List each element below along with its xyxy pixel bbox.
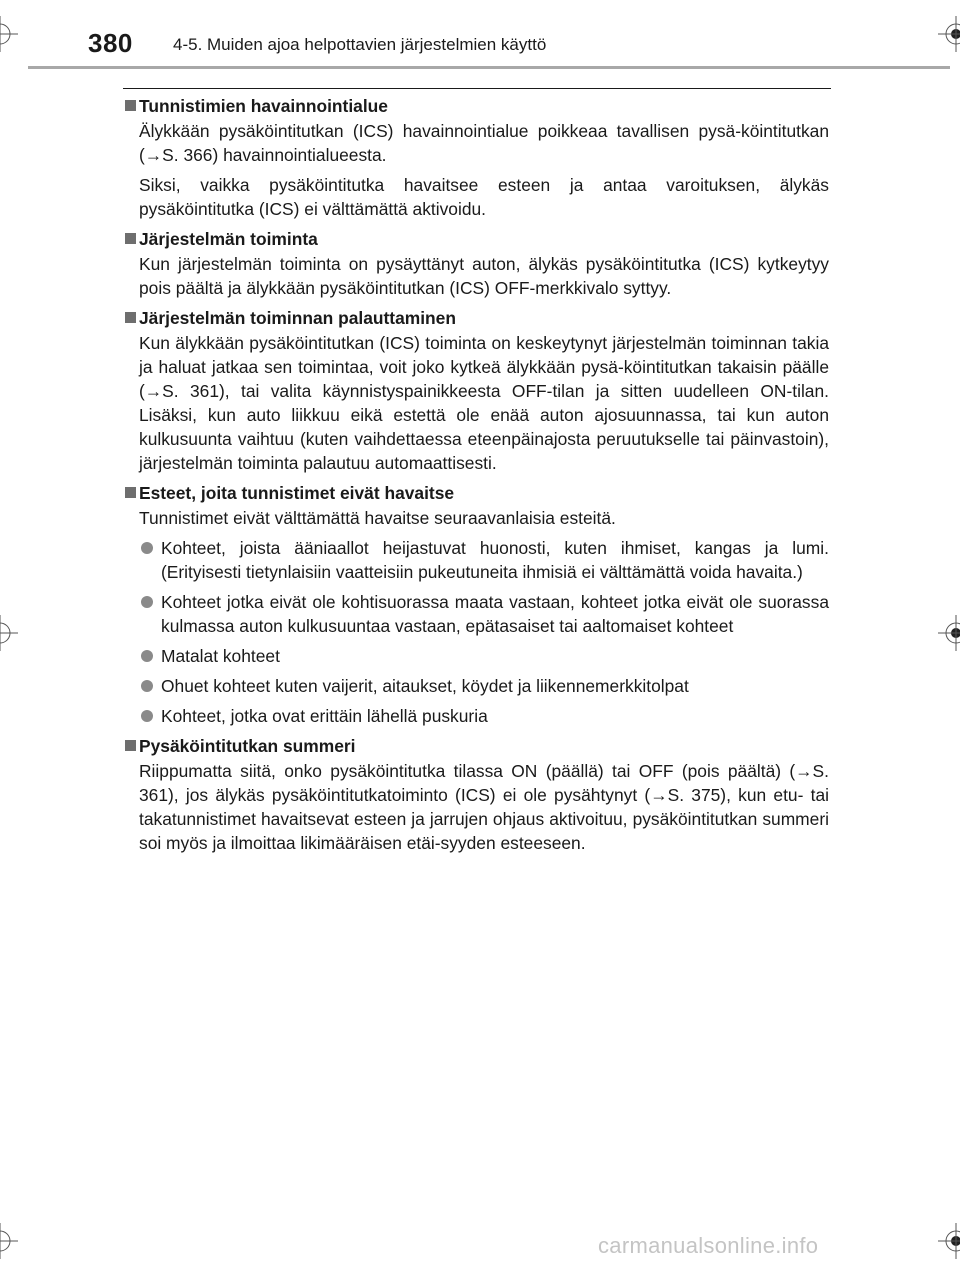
square-bullet-icon <box>125 312 136 323</box>
header-divider <box>28 66 950 69</box>
section-undetected-obstacles <box>123 481 829 728</box>
paragraph: Kun älykkään pysäköintitutkan (ICS) toiminta on keskeytynyt järjestelmän toiminnan takia ja haluat jatkaa sen toimintaa, voit joko kytkeä älykkään pysä-köintitutkan takaisin päälle (→S. 361), tai valita käynnistyspainikkeesta OFF-tilan ja sitten uudelleen ON-tilan. Lisäksi, kun auto liikkuu eikä estettä ole enää auton ajosuunnassa, tai kun auton kulkusuunta vaihtuu (kuten vaihdettaessa eteenpäinajosta peruutukselle tai päinvastoin), järjestelmän toiminta palautuu automaattisesti. <box>139 333 829 473</box>
circle-bullet-icon <box>141 596 153 608</box>
circle-bullet-icon <box>141 710 153 722</box>
watermark: carmanualsonline.info <box>598 1233 819 1258</box>
section-heading <box>123 94 829 118</box>
section-heading <box>123 481 829 505</box>
square-bullet-icon <box>125 740 136 751</box>
square-bullet-icon <box>125 487 136 498</box>
section-heading-text: Järjestelmän toiminnan palauttaminen <box>139 308 456 328</box>
section-heading-text: Pysäköintitutkan summeri <box>139 736 356 756</box>
square-bullet-icon <box>125 100 136 111</box>
section-restoring-operation <box>123 306 829 475</box>
page-number: 380 <box>88 28 133 58</box>
section-system-operation <box>123 227 829 300</box>
list-item-text: Kohteet jotka eivät ole kohtisuorassa maata vastaan, kohteet jotka eivät ole suorassa kulmassa auton kulkusuuntaa vastaan, epätasaiset tai aaltomaiset kohteet <box>161 592 829 636</box>
list-item-text: Matalat kohteet <box>161 646 280 666</box>
section-heading <box>123 227 829 251</box>
registration-mark-icon <box>938 16 960 52</box>
section-sensor-detection-area <box>123 94 829 221</box>
list-item-text: Ohuet kohteet kuten vaijerit, aitaukset, köydet ja liikennemerkkitolpat <box>161 676 689 696</box>
list-item-text: Kohteet, joista ääniaallot heijastuvat huonosti, kuten ihmiset, kangas ja lumi. (Erityisesti tietynlaisiin vaatteisiin pukeutuneita ihmisiä ei välttämättä voida havaita.) <box>161 538 829 582</box>
paragraph: Kun järjestelmän toiminta on pysäyttänyt auton, älykäs pysäköintitutka (ICS) kytkeytyy pois päältä ja älykkään pysäköintitutkan (ICS) OFF-merkkivalo syttyy. <box>139 254 829 298</box>
section-parking-sensor-buzzer <box>123 734 829 855</box>
registration-mark-icon <box>938 1223 960 1259</box>
paragraph: Riippumatta siitä, onko pysäköintitutka tilassa ON (päällä) tai OFF (pois päältä) (→S. 361), jos älykäs pysäköintitutkatoiminto (ICS) ei ole pysähtynyt (→S. 375), kun etu- tai takatunnistimet havaitsevat esteen ja jarrujen ohjaus aktivoituu, pysäköintitutkan summeri soi myös ja ilmoittaa likimääräisen etäi-syyden esteeseen. <box>139 761 829 853</box>
registration-mark-icon <box>0 615 18 651</box>
section-heading-text: Tunnistimien havainnointialue <box>139 96 388 116</box>
circle-bullet-icon <box>141 650 153 662</box>
manual-body <box>123 94 829 861</box>
registration-mark-icon <box>938 615 960 651</box>
list-item <box>139 674 829 698</box>
registration-mark-icon <box>0 16 18 52</box>
list-item-text: Kohteet, jotka ovat erittäin lähellä puskuria <box>161 706 488 726</box>
circle-bullet-icon <box>141 680 153 692</box>
section-heading <box>123 306 829 330</box>
list-item <box>139 590 829 638</box>
list-item <box>139 536 829 584</box>
chapter-title: 4-5. Muiden ajoa helpottavien järjestelmien käyttö <box>173 35 547 54</box>
paragraph: Tunnistimet eivät välttämättä havaitse seuraavanlaisia esteitä. <box>139 508 616 528</box>
list-item <box>139 644 829 668</box>
content-top-rule <box>123 88 831 89</box>
paragraph: Älykkään pysäköintitutkan (ICS) havainnointialue poikkeaa tavallisen pysä-köintitutkan (→S. 366) havainnointialueesta. <box>139 121 829 165</box>
list-item <box>139 704 829 728</box>
section-heading-text: Järjestelmän toiminta <box>139 229 318 249</box>
section-heading-text: Esteet, joita tunnistimet eivät havaitse <box>139 483 455 503</box>
paragraph: Siksi, vaikka pysäköintitutka havaitsee esteen ja antaa varoituksen, älykäs pysäköintitutka (ICS) ei välttämättä aktivoidu. <box>139 175 829 219</box>
circle-bullet-icon <box>141 542 153 554</box>
section-heading <box>123 734 829 758</box>
registration-mark-icon <box>0 1223 18 1259</box>
square-bullet-icon <box>125 233 136 244</box>
